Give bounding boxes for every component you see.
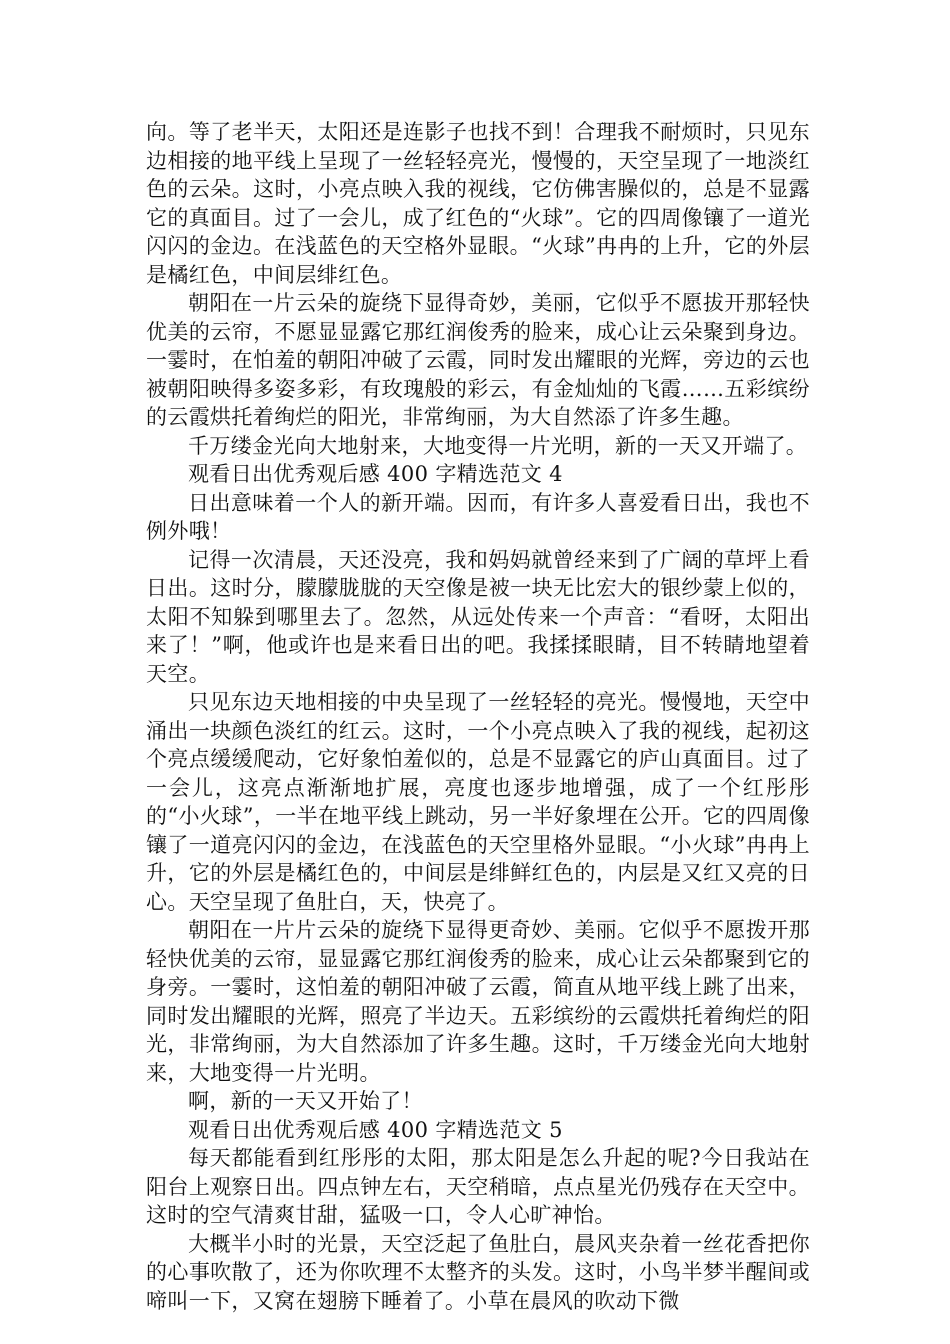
paragraph-1: 向。等了老半天，太阳还是连影子也找不到！合理我不耐烦时，只见东边相接的地平线上呈现了一丝轻轻亮光，慢慢的，天空呈现了一地淡红色的云朵。这时，小亮点映入我的视线，它仿佛害臊似的，总是不显露它的真面目。过了一会儿，成了红色的“火球”。它的四周像镶了一道光闪闪的金边。在浅蓝色的天空格外显眼。“火球”冉冉的上升，它的外层是橘红色，中间层绯红色。 xyxy=(146,120,810,287)
document-page xyxy=(146,118,810,1315)
paragraph-5: 日出意味着一个人的新开端。因而，有许多人喜爱看日出，我也不例外哦！ xyxy=(146,490,810,543)
paragraph-7: 只见东边天地相接的中央呈现了一丝轻轻的亮光。慢慢地，天空中涌出一块颜色淡红的红云。这时，一个小亮点映入了我的视线，起初这个亮点缓缓爬动，它好象怕羞似的，总是不显露它的庐山真面目。过了一会儿，这亮点渐渐地扩展，亮度也逐步地增强，成了一个红彤彤的“小火球”，一半在地平线上跳动，另一半好象埋在公开。它的四周像镶了一道亮闪闪的金边，在浅蓝色的天空里格外显眼。“小火球”冉冉上升，它的外层是橘红色的，中间层是绯鲜红色的，内层是又红又亮的日心。天空呈现了鱼肚白，天，快亮了。 xyxy=(146,690,810,914)
paragraph-11: 每天都能看到红彤彤的太阳，那太阳是怎么升起的呢?今日我站在阳台上观察日出。四点钟左右，天空稍暗，点点星光仍残存在天空中。这时的空气清爽甘甜，猛吸一口，令人心旷神怡。 xyxy=(146,1146,810,1227)
paragraph-2: 朝阳在一片云朵的旋绕下显得奇妙，美丽，它似乎不愿拔开那轻快优美的云帘，不愿显显露它那红润俊秀的脸来，成心让云朵聚到身边。一霎时，在怕羞的朝阳冲破了云霞，同时发出耀眼的光辉，旁边的云也被朝阳映得多姿多彩，有玫瑰般的彩云，有金灿灿的飞霞……五彩缤纷的云霞烘托着绚烂的阳光，非常绚丽，为大自然添了许多生趣。 xyxy=(146,291,810,429)
paragraph-8: 朝阳在一片片云朵的旋绕下显得更奇妙、美丽。它似乎不愿拨开那轻快优美的云帘，显显露它那红润俊秀的脸来，成心让云朵都聚到它的身旁。一霎时，这怕羞的朝阳冲破了云霞，简直从地平线上跳了出来，同时发出耀眼的光辉，照亮了半边天。五彩缤纷的云霞烘托着绚烂的阳光，非常绚丽，为大自然添加了许多生趣。这时，千万缕金光向大地射来，大地变得一片光明。 xyxy=(146,918,810,1085)
section-heading-5: 观看日出优秀观后感 400 字精选范文 5 xyxy=(188,1117,563,1142)
paragraph-9: 啊，新的一天又开始了！ xyxy=(188,1089,423,1113)
section-heading-4: 观看日出优秀观后感 400 字精选范文 4 xyxy=(188,462,563,486)
paragraph-12: 大概半小时的光景，天空泛起了鱼肚白，晨风夹杂着一丝花香把你的心事吹散了，还为你吹理不太整齐的头发。这时，小鸟半梦半醒间或啼叫一下，又窝在翅膀下睡着了。小草在晨风的吹动下微 xyxy=(146,1231,810,1313)
paragraph-6: 记得一次清晨，天还没亮，我和妈妈就曾经来到了广阔的草坪上看日出。这时分，朦朦胧胧的天空像是被一块无比宏大的银纱蒙上似的，太阳不知躲到哪里去了。忽然，从远处传来一个声音：“看呀，太阳出来了！”啊，他或许也是来看日出的吧。我揉揉眼睛，目不转睛地望着天空。 xyxy=(146,547,810,686)
paragraph-3: 千万缕金光向大地射来，大地变得一片光明，新的一天又开端了。 xyxy=(188,433,808,458)
